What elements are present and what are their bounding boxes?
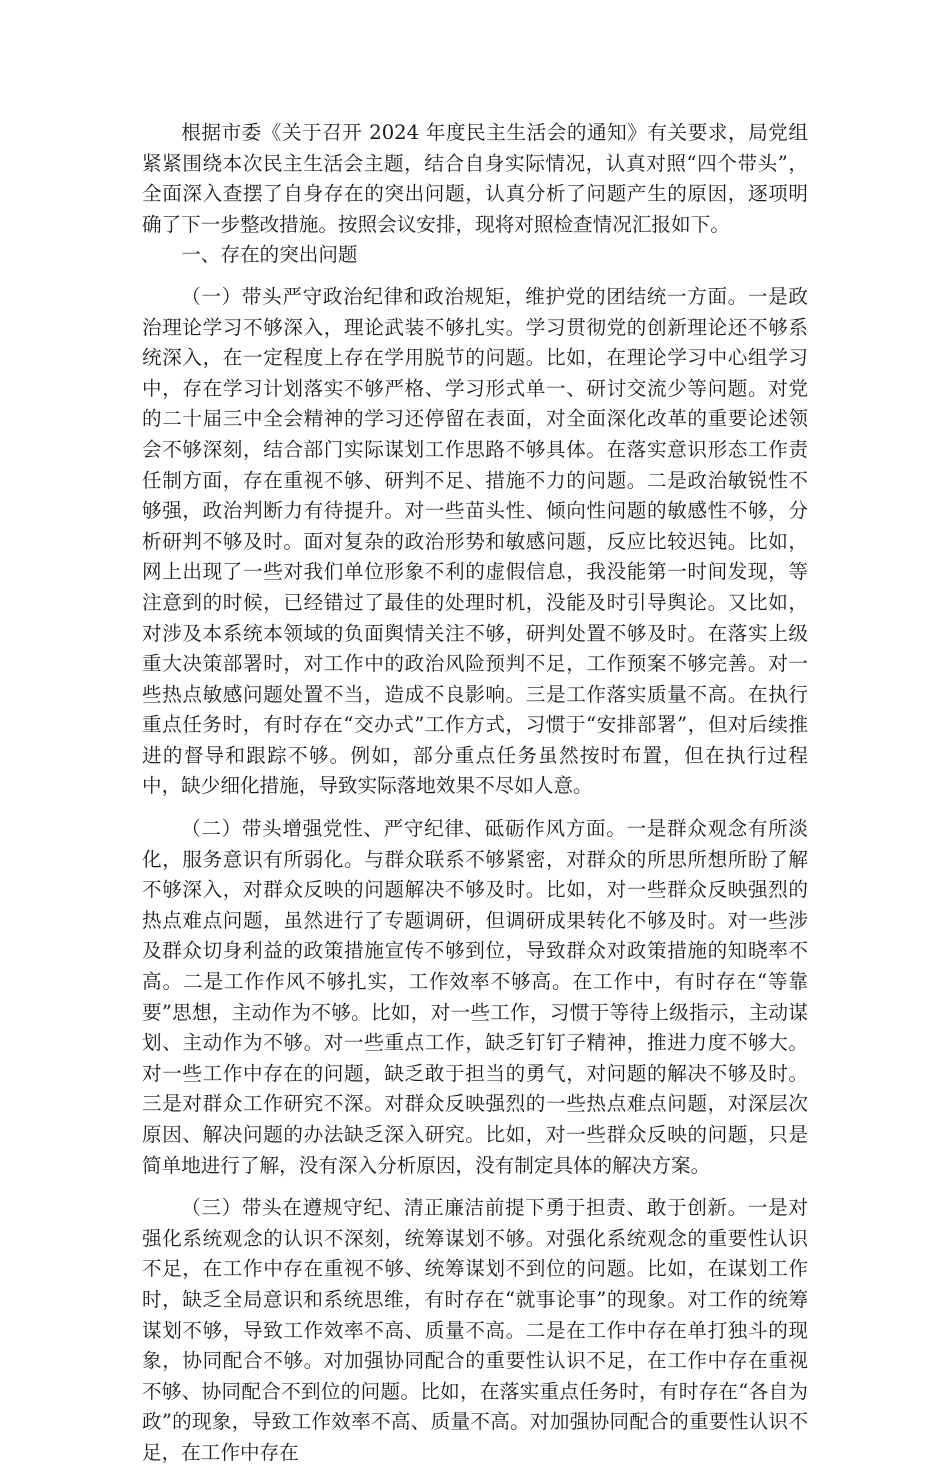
paragraph-2: （二）带头增强党性、严守纪律、砥砺作风方面。一是群众观念有所淡化，服务意识有所弱化。与群众联系不够紧密，对群众的所思所想所盼了解不够深入，对群众反映的问题解决不够及时。比如，对一些群众反映强烈的热点难点问题，虽然进行了专题调研，但调研成果转化不够及时。对一些涉及群众切身利益的政策措施宣传不够到位，导致群众对政策措施的知晓率不高。二是工作作风不够扎实，工作效率不够高。在工作中，有时存在“等靠要”思想，主动作为不够。比如，对一些工作，习惯于等待上级指示，主动谋划、主动作为不够。对一些重点工作，缺乏钉钉子精神，推进力度不够大。对一些工作中存在的问题，缺乏敢于担当的勇气，对问题的解决不够及时。三是对群众工作研究不深。对群众反映强烈的一些热点难点问题，对深层次原因、解决问题的办法缺乏深入研究。比如，对一些群众反映的问题，只是简单地进行了解，没有深入分析原因，没有制定具体的解决方案。 [142,817,808,1177]
paragraph-3: （三）带头在遵规守纪、清正廉洁前提下勇于担责、敢于创新。一是对强化系统观念的认识不深刻，统筹谋划不够。对强化系统观念的重要性认识不足，在工作中存在重视不够、统筹谋划不到位的问题。比如，在谋划工作时，缺乏全局意识和系统思维，有时存在“就事论事”的现象。对工作的统筹谋划不够，导致工作效率不高、质量不高。二是在工作中存在单打独斗的现象，协同配合不够。对加强协同配合的重要性认识不足，在工作中存在重视不够、协同配合不到位的问题。比如，在落实重点任务时，有时存在“各自为政”的现象，导致工作效率不高、质量不高。对加强协同配合的重要性认识不足，在工作中存在 [142,1196,808,1464]
section-heading: 一、存在的突出问题 [181,243,358,267]
document-body [142,118,808,1469]
paragraph-1: （一）带头严守政治纪律和政治规矩，维护党的团结统一方面。一是政治理论学习不够深入，理论武装不够扎实。学习贯彻党的创新理论还不够系统深入，在一定程度上存在学用脱节的问题。比如，在理论学习中心组学习中，存在学习计划落实不够严格、学习形式单一、研讨交流少等问题。对党的二十届三中全会精神的学习还停留在表面，对全面深化改革的重要论述领会不够深刻，结合部门实际谋划工作思路不够具体。在落实意识形态工作责任制方面，存在重视不够、研判不足、措施不力的问题。二是政治敏锐性不够强，政治判断力有待提升。对一些苗头性、倾向性问题的敏感性不够，分析研判不够及时。面对复杂的政治形势和敏感问题，反应比较迟钝。比如，网上出现了一些对我们单位形象不利的虚假信息，我没能第一时间发现，等注意到的时候，已经错过了最佳的处理时机，没能及时引导舆论。又比如，对涉及本系统本领域的负面舆情关注不够，研判处置不够及时。在落实上级重大决策部署时，对工作中的政治风险预判不足，工作预案不够完善。对一些热点敏感问题处置不当，造成不良影响。三是工作落实质量不高。在执行重点任务时，有时存在“交办式”工作方式，习惯于“安排部署”，但对后续推进的督导和跟踪不够。例如，部分重点任务虽然按时布置，但在执行过程中，缺少细化措施，导致实际落地效果不尽如人意。 [142,284,808,798]
intro-paragraph: 根据市委《关于召开 2024 年度民主生活会的通知》有关要求，局党组紧紧围绕本次民主生活会主题，结合自身实际情况，认真对照“四个带头”，全面深入查摆了自身存在的突出问题，认真分析了问题产生的原因，逐项明确了下一步整改措施。按照会议安排，现将对照检查情况汇报如下。 [142,121,808,236]
